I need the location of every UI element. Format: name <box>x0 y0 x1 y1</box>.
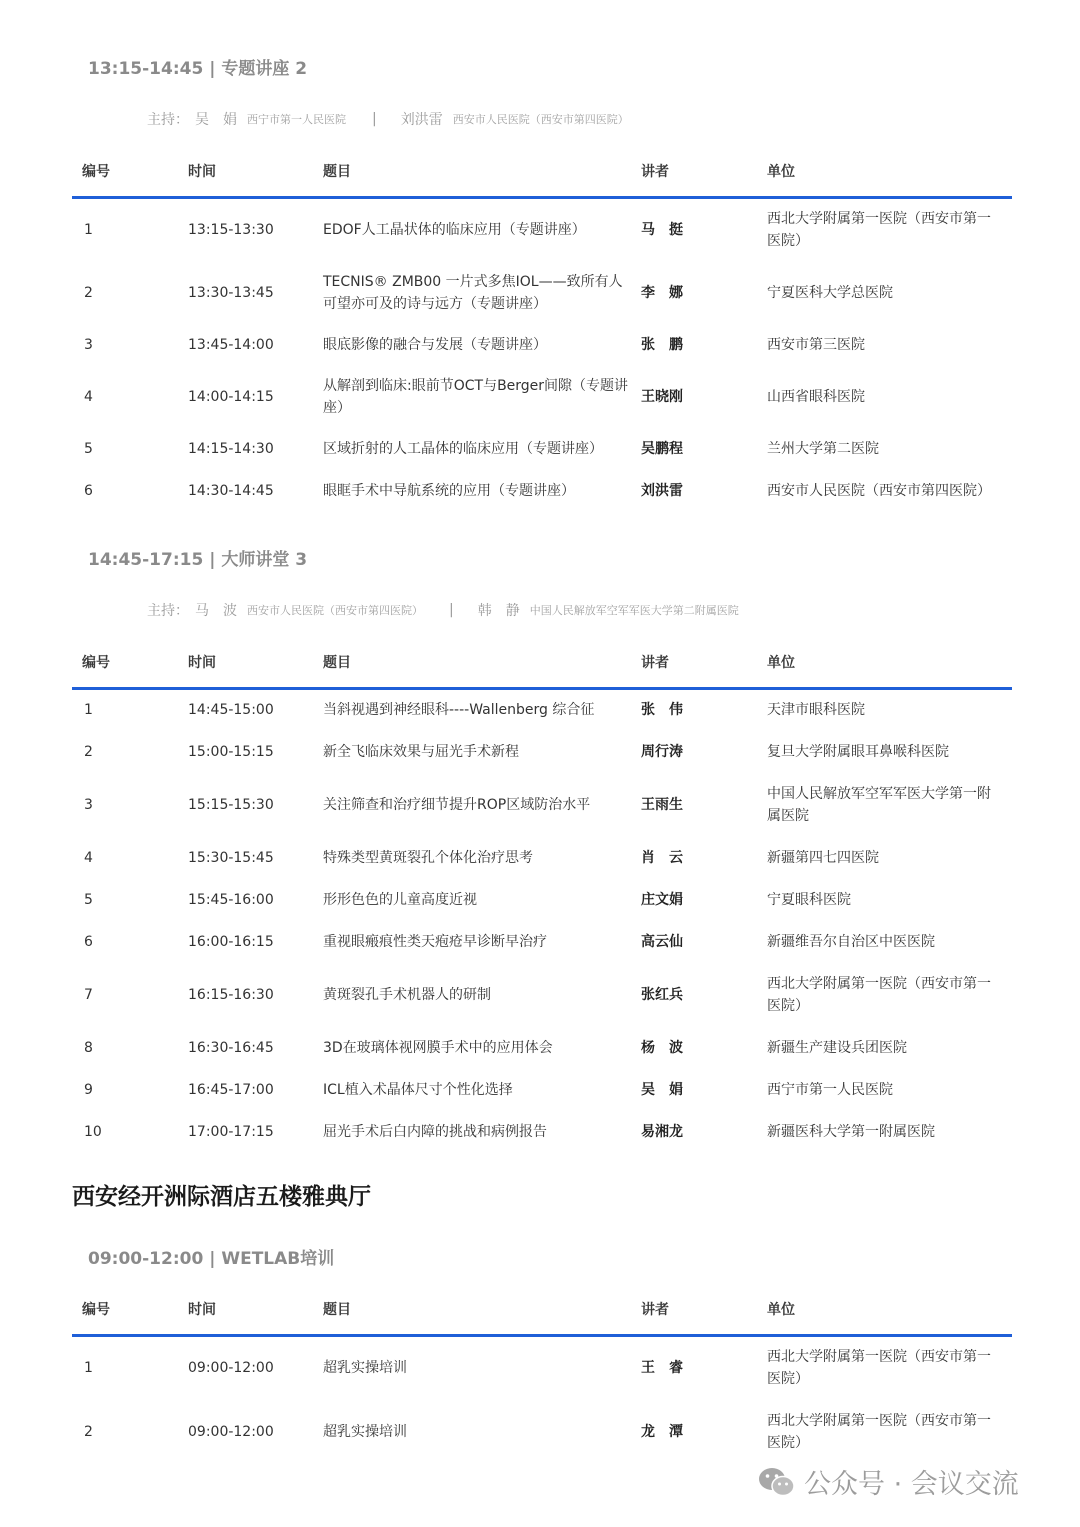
host-name: 马 波 <box>195 603 237 619</box>
cell-topic: 屈光手术后白内障的挑战和病例报告 <box>323 1123 547 1140</box>
cell-time: 13:45-14:00 <box>188 336 274 353</box>
header-number: 编号 <box>72 146 176 198</box>
cell-speaker: 高云仙 <box>641 933 683 950</box>
header-number: 编号 <box>72 637 176 689</box>
header-speaker: 讲者 <box>629 1284 755 1336</box>
cell-institution: 宁夏医科大学总医院 <box>767 284 893 301</box>
host-institution: 西安市人民医院（西安市第四医院） <box>247 604 423 617</box>
cell-institution: 西宁市第一人民医院 <box>767 1081 893 1098</box>
session-title: 09:00-12:00 | WETLAB培训 <box>88 1249 335 1269</box>
table-row <box>72 470 1012 512</box>
table-row <box>72 1069 1012 1111</box>
header-topic: 题目 <box>311 146 629 198</box>
schedule-table <box>72 637 1012 1153</box>
cell-number: 6 <box>84 933 93 950</box>
cell-number: 7 <box>84 986 93 1003</box>
cell-institution: 新疆生产建设兵团医院 <box>767 1039 907 1056</box>
watermark <box>758 1462 1019 1501</box>
header-institution: 单位 <box>755 1284 1012 1336</box>
host-institution: 西安市人民医院（西安市第四医院） <box>452 113 629 126</box>
session-title: 13:15-14:45 | 专题讲座 2 <box>88 59 308 79</box>
session-title: 14:45-17:15 | 大师讲堂 3 <box>88 550 308 570</box>
table-header-row <box>72 637 1012 689</box>
cell-time: 16:45-17:00 <box>188 1081 274 1098</box>
cell-topic: 重视眼瘢痕性类天疱疮早诊断早治疗 <box>323 933 547 950</box>
table-row <box>72 731 1012 773</box>
table-row <box>72 963 1012 1027</box>
cell-topic: 新全飞临床效果与屈光手术新程 <box>323 743 519 760</box>
cell-time: 14:45-15:00 <box>188 702 274 719</box>
cell-speaker: 王 睿 <box>641 1360 683 1377</box>
host-institution: 西宁市第一人民医院 <box>247 113 346 126</box>
table-header-row <box>72 1284 1012 1336</box>
header-time: 时间 <box>176 146 311 198</box>
cell-number: 9 <box>84 1081 93 1098</box>
cell-topic: ICL植入术晶体尺寸个性化选择 <box>323 1081 513 1098</box>
venue-heading: 西安经开洲际酒店五楼雅典厅 <box>72 1184 371 1210</box>
cell-topic: 区域折射的人工晶体的临床应用（专题讲座） <box>323 440 603 457</box>
table-row <box>72 879 1012 921</box>
cell-speaker: 吴鹏程 <box>641 440 683 457</box>
session-hosts <box>147 109 629 129</box>
header-speaker: 讲者 <box>629 146 755 198</box>
cell-institution: 西安市人民医院（西安市第四医院） <box>767 482 991 499</box>
table-row <box>72 1336 1012 1400</box>
cell-institution: 天津市眼科医院 <box>767 702 865 719</box>
cell-speaker: 王晓刚 <box>641 388 683 405</box>
cell-institution: 中国人民解放军空军军医大学第一附属医院 <box>767 785 991 824</box>
cell-number: 10 <box>84 1123 102 1140</box>
host-institution: 中国人民解放军空军军医大学第二附属医院 <box>529 604 739 617</box>
table-row <box>72 1027 1012 1069</box>
cell-topic: 形形色色的儿童高度近视 <box>323 891 477 908</box>
header-institution: 单位 <box>755 637 1012 689</box>
schedule-table <box>72 146 1012 512</box>
session-hosts <box>147 600 739 620</box>
cell-time: 17:00-17:15 <box>188 1123 274 1140</box>
header-speaker: 讲者 <box>629 637 755 689</box>
table-row <box>72 198 1012 262</box>
cell-speaker: 李 娜 <box>641 284 683 301</box>
cell-topic: 特殊类型黄斑裂孔个体化治疗思考 <box>323 849 533 866</box>
cell-topic: 眼眶手术中导航系统的应用（专题讲座） <box>323 482 575 499</box>
hosts-label: 主持： <box>147 112 189 128</box>
cell-time: 09:00-12:00 <box>188 1360 274 1377</box>
cell-topic: EDOF人工晶状体的临床应用（专题讲座） <box>323 222 586 239</box>
cell-topic: 3D在玻璃体视网膜手术中的应用体会 <box>323 1039 553 1056</box>
cell-number: 5 <box>84 440 93 457</box>
cell-number: 1 <box>84 702 93 719</box>
cell-time: 15:15-15:30 <box>188 796 274 813</box>
cell-speaker: 张 鹏 <box>641 336 683 353</box>
cell-speaker: 张 伟 <box>641 702 683 719</box>
host-separator: | <box>372 111 377 127</box>
cell-time: 15:30-15:45 <box>188 849 274 866</box>
header-institution: 单位 <box>755 146 1012 198</box>
cell-time: 15:00-15:15 <box>188 743 274 760</box>
host-name: 吴 娟 <box>195 112 237 128</box>
cell-number: 2 <box>84 743 93 760</box>
table-row <box>72 837 1012 879</box>
cell-number: 6 <box>84 482 93 499</box>
cell-number: 3 <box>84 336 93 353</box>
cell-speaker: 刘洪雷 <box>641 482 683 499</box>
header-number: 编号 <box>72 1284 176 1336</box>
header-topic: 题目 <box>311 637 629 689</box>
table-header-row <box>72 146 1012 198</box>
table-row <box>72 428 1012 470</box>
cell-number: 8 <box>84 1039 93 1056</box>
watermark-text: 公众号 · 会议交流 <box>804 1469 1019 1500</box>
cell-number: 5 <box>84 891 93 908</box>
cell-institution: 西安市第三医院 <box>767 336 865 353</box>
wechat-icon <box>758 1466 796 1498</box>
cell-institution: 山西省眼科医院 <box>767 388 865 405</box>
cell-time: 09:00-12:00 <box>188 1423 274 1440</box>
cell-number: 4 <box>84 388 93 405</box>
table-row <box>72 689 1012 731</box>
cell-number: 1 <box>84 1360 93 1377</box>
cell-institution: 宁夏眼科医院 <box>767 891 851 908</box>
cell-time: 16:00-16:15 <box>188 933 274 950</box>
table-row <box>72 1400 1012 1464</box>
cell-time: 15:45-16:00 <box>188 891 274 908</box>
cell-institution: 新疆第四七四医院 <box>767 849 879 866</box>
cell-number: 4 <box>84 849 93 866</box>
cell-number: 2 <box>84 1423 93 1440</box>
host-separator: | <box>449 602 454 618</box>
cell-time: 16:15-16:30 <box>188 986 274 1003</box>
table-row <box>72 773 1012 837</box>
cell-speaker: 吴 娟 <box>641 1081 683 1098</box>
table-row <box>72 324 1012 366</box>
cell-speaker: 马 挺 <box>641 222 683 239</box>
table-row <box>72 1111 1012 1153</box>
cell-speaker: 庄文娟 <box>641 891 683 908</box>
header-time: 时间 <box>176 637 311 689</box>
cell-topic: 关注筛查和治疗细节提升ROP区域防治水平 <box>323 796 591 813</box>
cell-number: 2 <box>84 284 93 301</box>
schedule-table <box>72 1284 1012 1464</box>
cell-speaker: 张红兵 <box>641 986 683 1003</box>
cell-time: 14:30-14:45 <box>188 482 274 499</box>
cell-speaker: 王雨生 <box>641 796 683 813</box>
table-row <box>72 366 1012 428</box>
cell-time: 14:00-14:15 <box>188 388 274 405</box>
cell-time: 14:15-14:30 <box>188 440 274 457</box>
table-row <box>72 262 1012 324</box>
cell-institution: 新疆维吾尔自治区中医医院 <box>767 933 935 950</box>
cell-institution: 西北大学附属第一医院（西安市第一医院） <box>767 1412 991 1451</box>
cell-speaker: 龙 潭 <box>641 1423 683 1440</box>
cell-institution: 西北大学附属第一医院（西安市第一医院） <box>767 975 991 1014</box>
header-topic: 题目 <box>311 1284 629 1336</box>
header-time: 时间 <box>176 1284 311 1336</box>
cell-number: 1 <box>84 222 93 239</box>
cell-speaker: 周行涛 <box>641 743 683 760</box>
hosts-label: 主持： <box>147 603 189 619</box>
cell-number: 3 <box>84 796 93 813</box>
cell-topic: TECNIS® ZMB00 一片式多焦IOL——致所有人可望亦可及的诗与远方（专题讲座） <box>323 273 623 312</box>
cell-speaker: 杨 波 <box>641 1039 683 1056</box>
cell-topic: 超乳实操培训 <box>323 1360 407 1377</box>
cell-institution: 复旦大学附属眼耳鼻喉科医院 <box>767 743 949 760</box>
table-row <box>72 921 1012 963</box>
cell-time: 13:15-13:30 <box>188 222 274 239</box>
cell-topic: 眼底影像的融合与发展（专题讲座） <box>323 336 547 353</box>
cell-topic: 当斜视遇到神经眼科----Wallenberg 综合征 <box>323 702 595 719</box>
cell-institution: 西北大学附属第一医院（西安市第一医院） <box>767 211 991 250</box>
cell-speaker: 易湘龙 <box>641 1123 683 1140</box>
cell-time: 16:30-16:45 <box>188 1039 274 1056</box>
host-name: 韩 静 <box>477 603 520 619</box>
cell-institution: 兰州大学第二医院 <box>767 440 879 457</box>
cell-time: 13:30-13:45 <box>188 284 274 301</box>
cell-topic: 从解剖到临床:眼前节OCT与Berger间隙（专题讲座） <box>323 377 629 416</box>
cell-topic: 超乳实操培训 <box>323 1423 407 1440</box>
cell-institution: 西北大学附属第一医院（西安市第一医院） <box>767 1349 991 1388</box>
cell-topic: 黄斑裂孔手术机器人的研制 <box>323 986 491 1003</box>
host-name: 刘洪雷 <box>400 112 443 128</box>
cell-institution: 新疆医科大学第一附属医院 <box>767 1123 935 1140</box>
cell-speaker: 肖 云 <box>641 849 683 866</box>
